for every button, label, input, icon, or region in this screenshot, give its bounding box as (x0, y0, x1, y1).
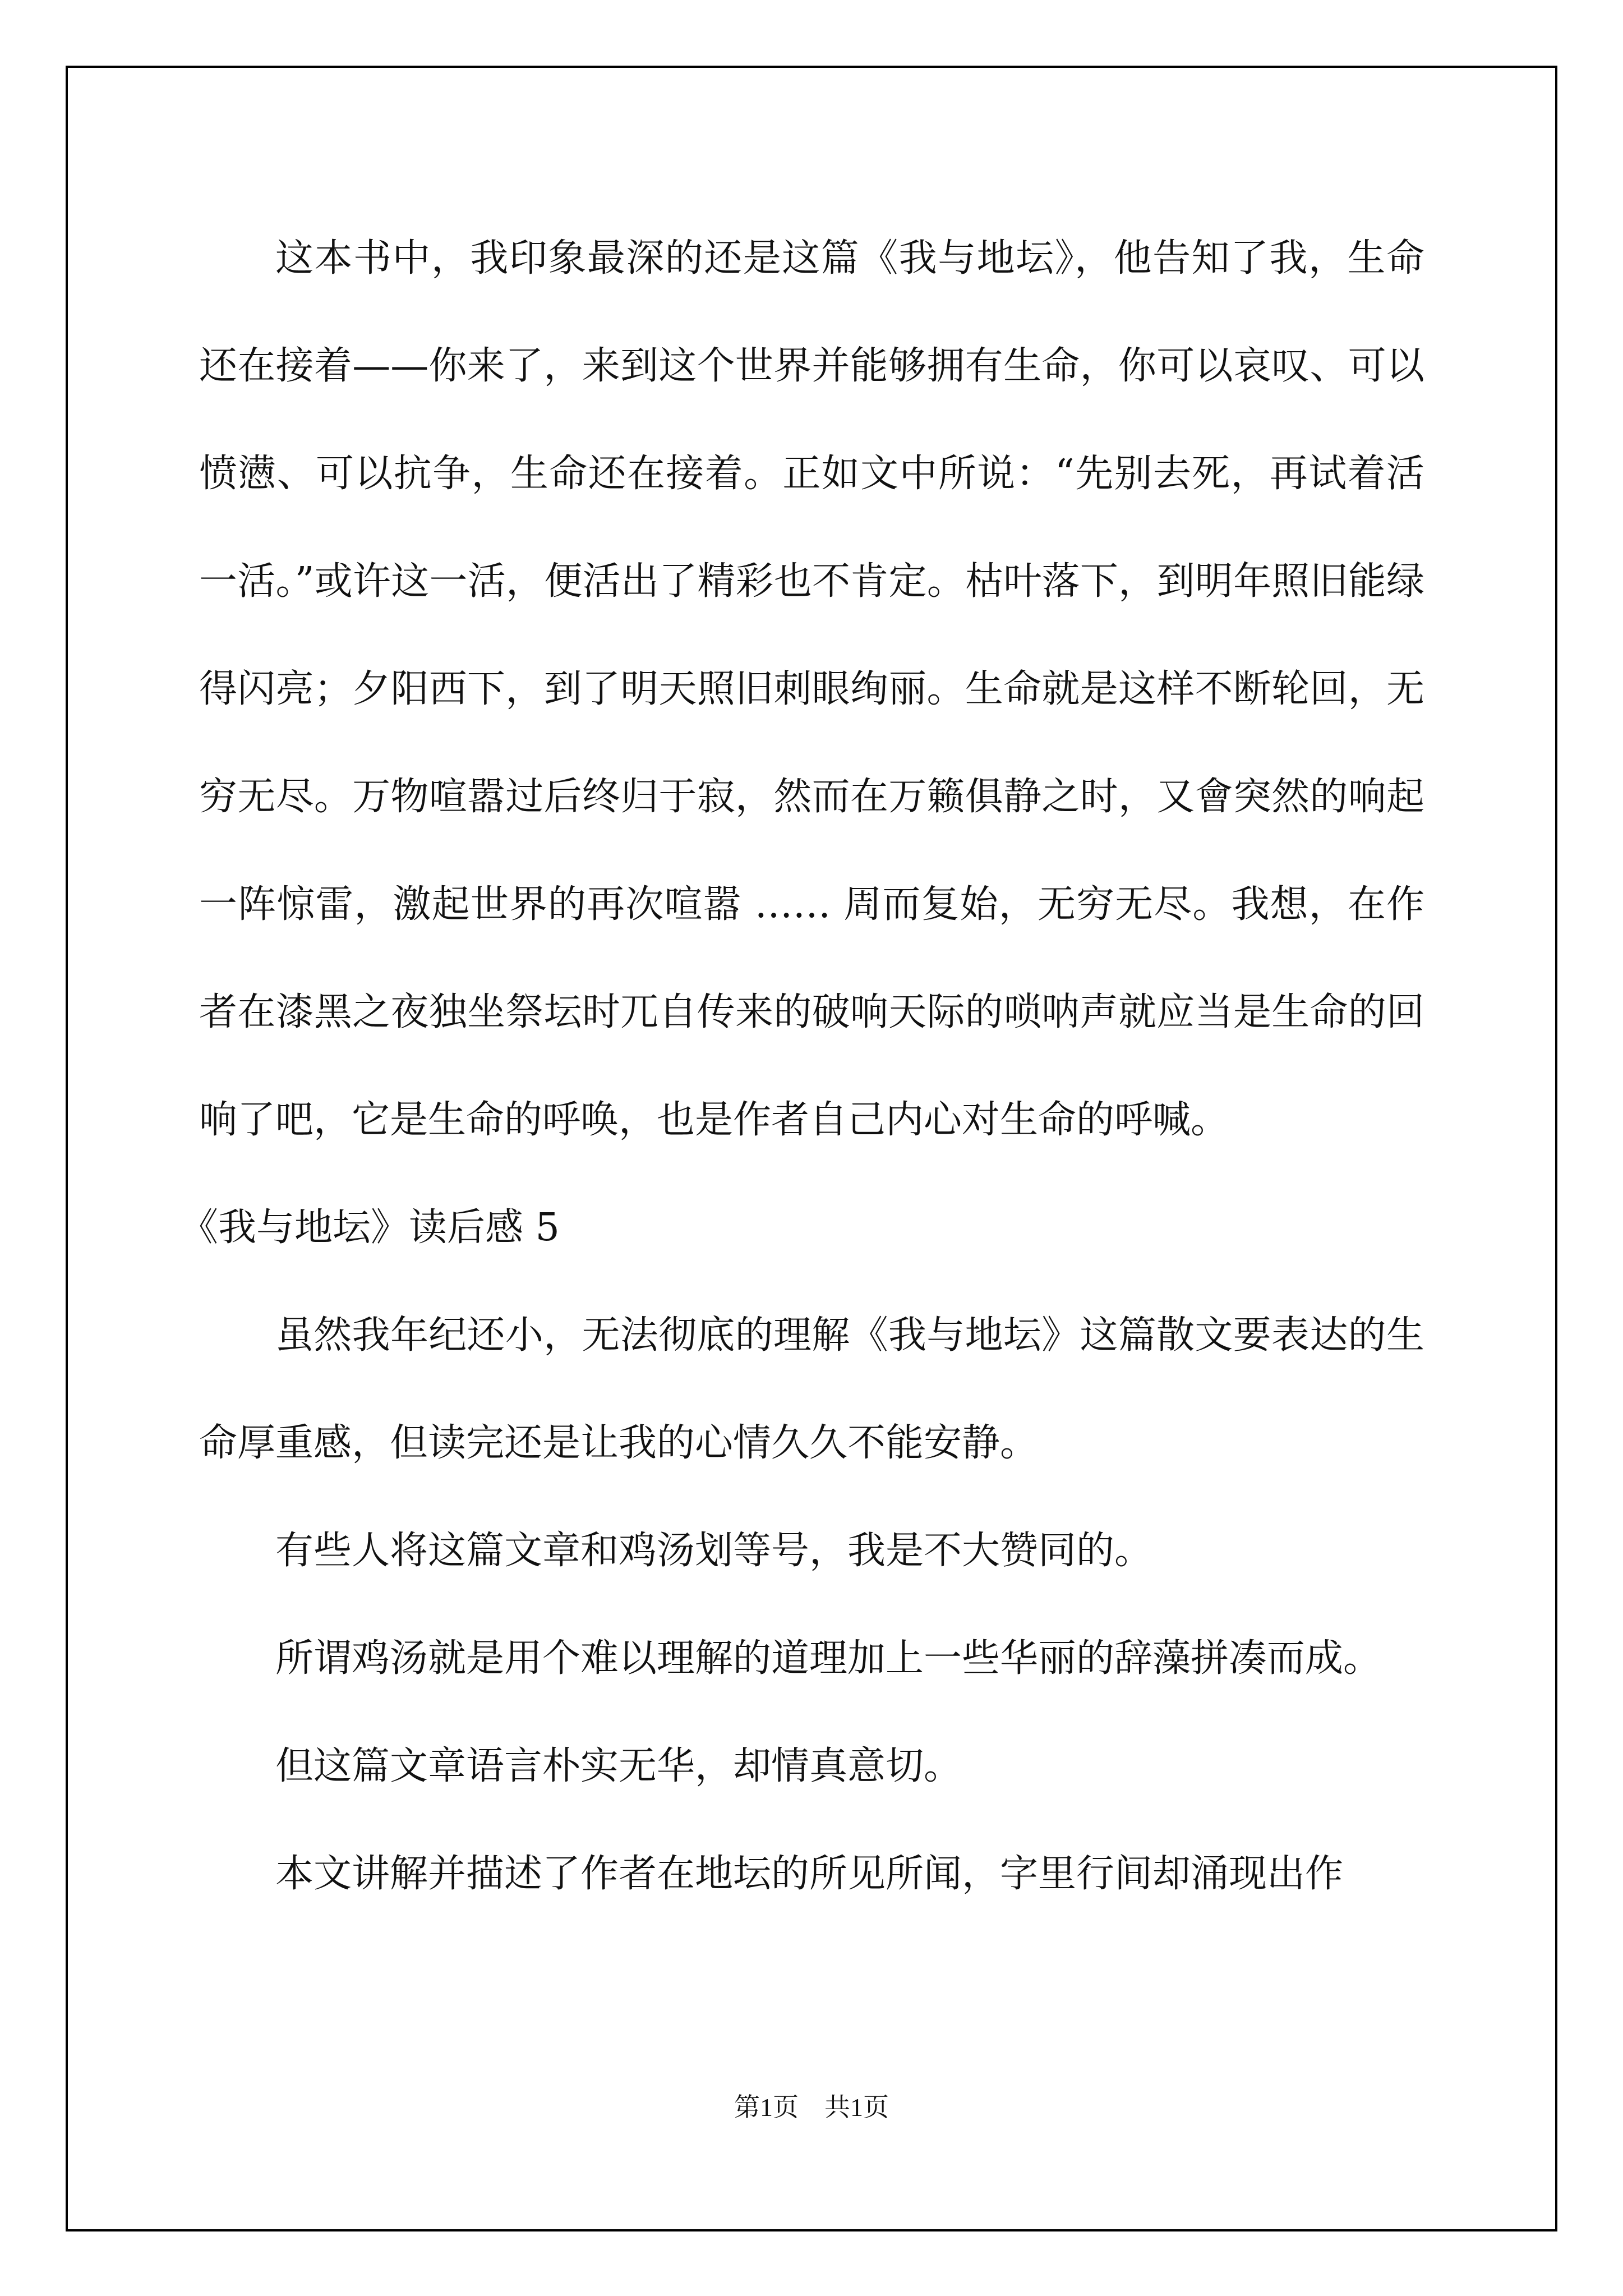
paragraph: 但这篇文章语言朴实无华，却情真意切。 (275, 1744, 962, 1788)
paragraph: 虽然我年纪还小，无法彻底的理解《我与地坛》这篇散文要表达的生命厚重感，但读完还是让我的心情久久不能安静。 (199, 1313, 1424, 1465)
section-heading: 《我与地坛》读后感 5 (180, 1205, 560, 1250)
paragraph: 这本书中，我印象最深的还是这篇《我与地坛》，他告知了我，生命还在接着——你来了，来到这个世界并能够拥有生命，你可以哀叹、可以愤懑、可以抗争，生命还在接着。正如文中所说：“先别去死，再试着活一活。”或许这一活，便活出了精彩也不肯定。枯叶落下，到明年照旧能绿得闪亮；夕阳西下，到了明天照旧刺眼绚丽。生命就是这样不断轮回，无穷无尽。万物喧嚣过后终归于寂，然而在万籁俱静之时，又會突然的响起一阵惊雷，激起世界的再次喧嚣 …… 周而复始，无穷无尽。我想，在作者在漆黑之夜独坐祭坛时兀自传来的破响天际的唢呐声就应当是生命的回响了吧，它是生命的呼唤，也是作者自己内心对生命的呼喊。 (199, 236, 1424, 1142)
paragraph: 所谓鸡汤就是用个难以理解的道理加上一些华丽的辞藻拼凑而成。 (275, 1636, 1382, 1681)
paragraph: 有些人将这篇文章和鸡汤划等号，我是不大赞同的。 (275, 1529, 1153, 1573)
page-number-footer: 第1页 共1页 (734, 2093, 889, 2122)
document-body (180, 205, 1424, 1928)
paragraph: 本文讲解并描述了作者在地坛的所见所闻，字里行间却涌现出作 (275, 1852, 1344, 1896)
